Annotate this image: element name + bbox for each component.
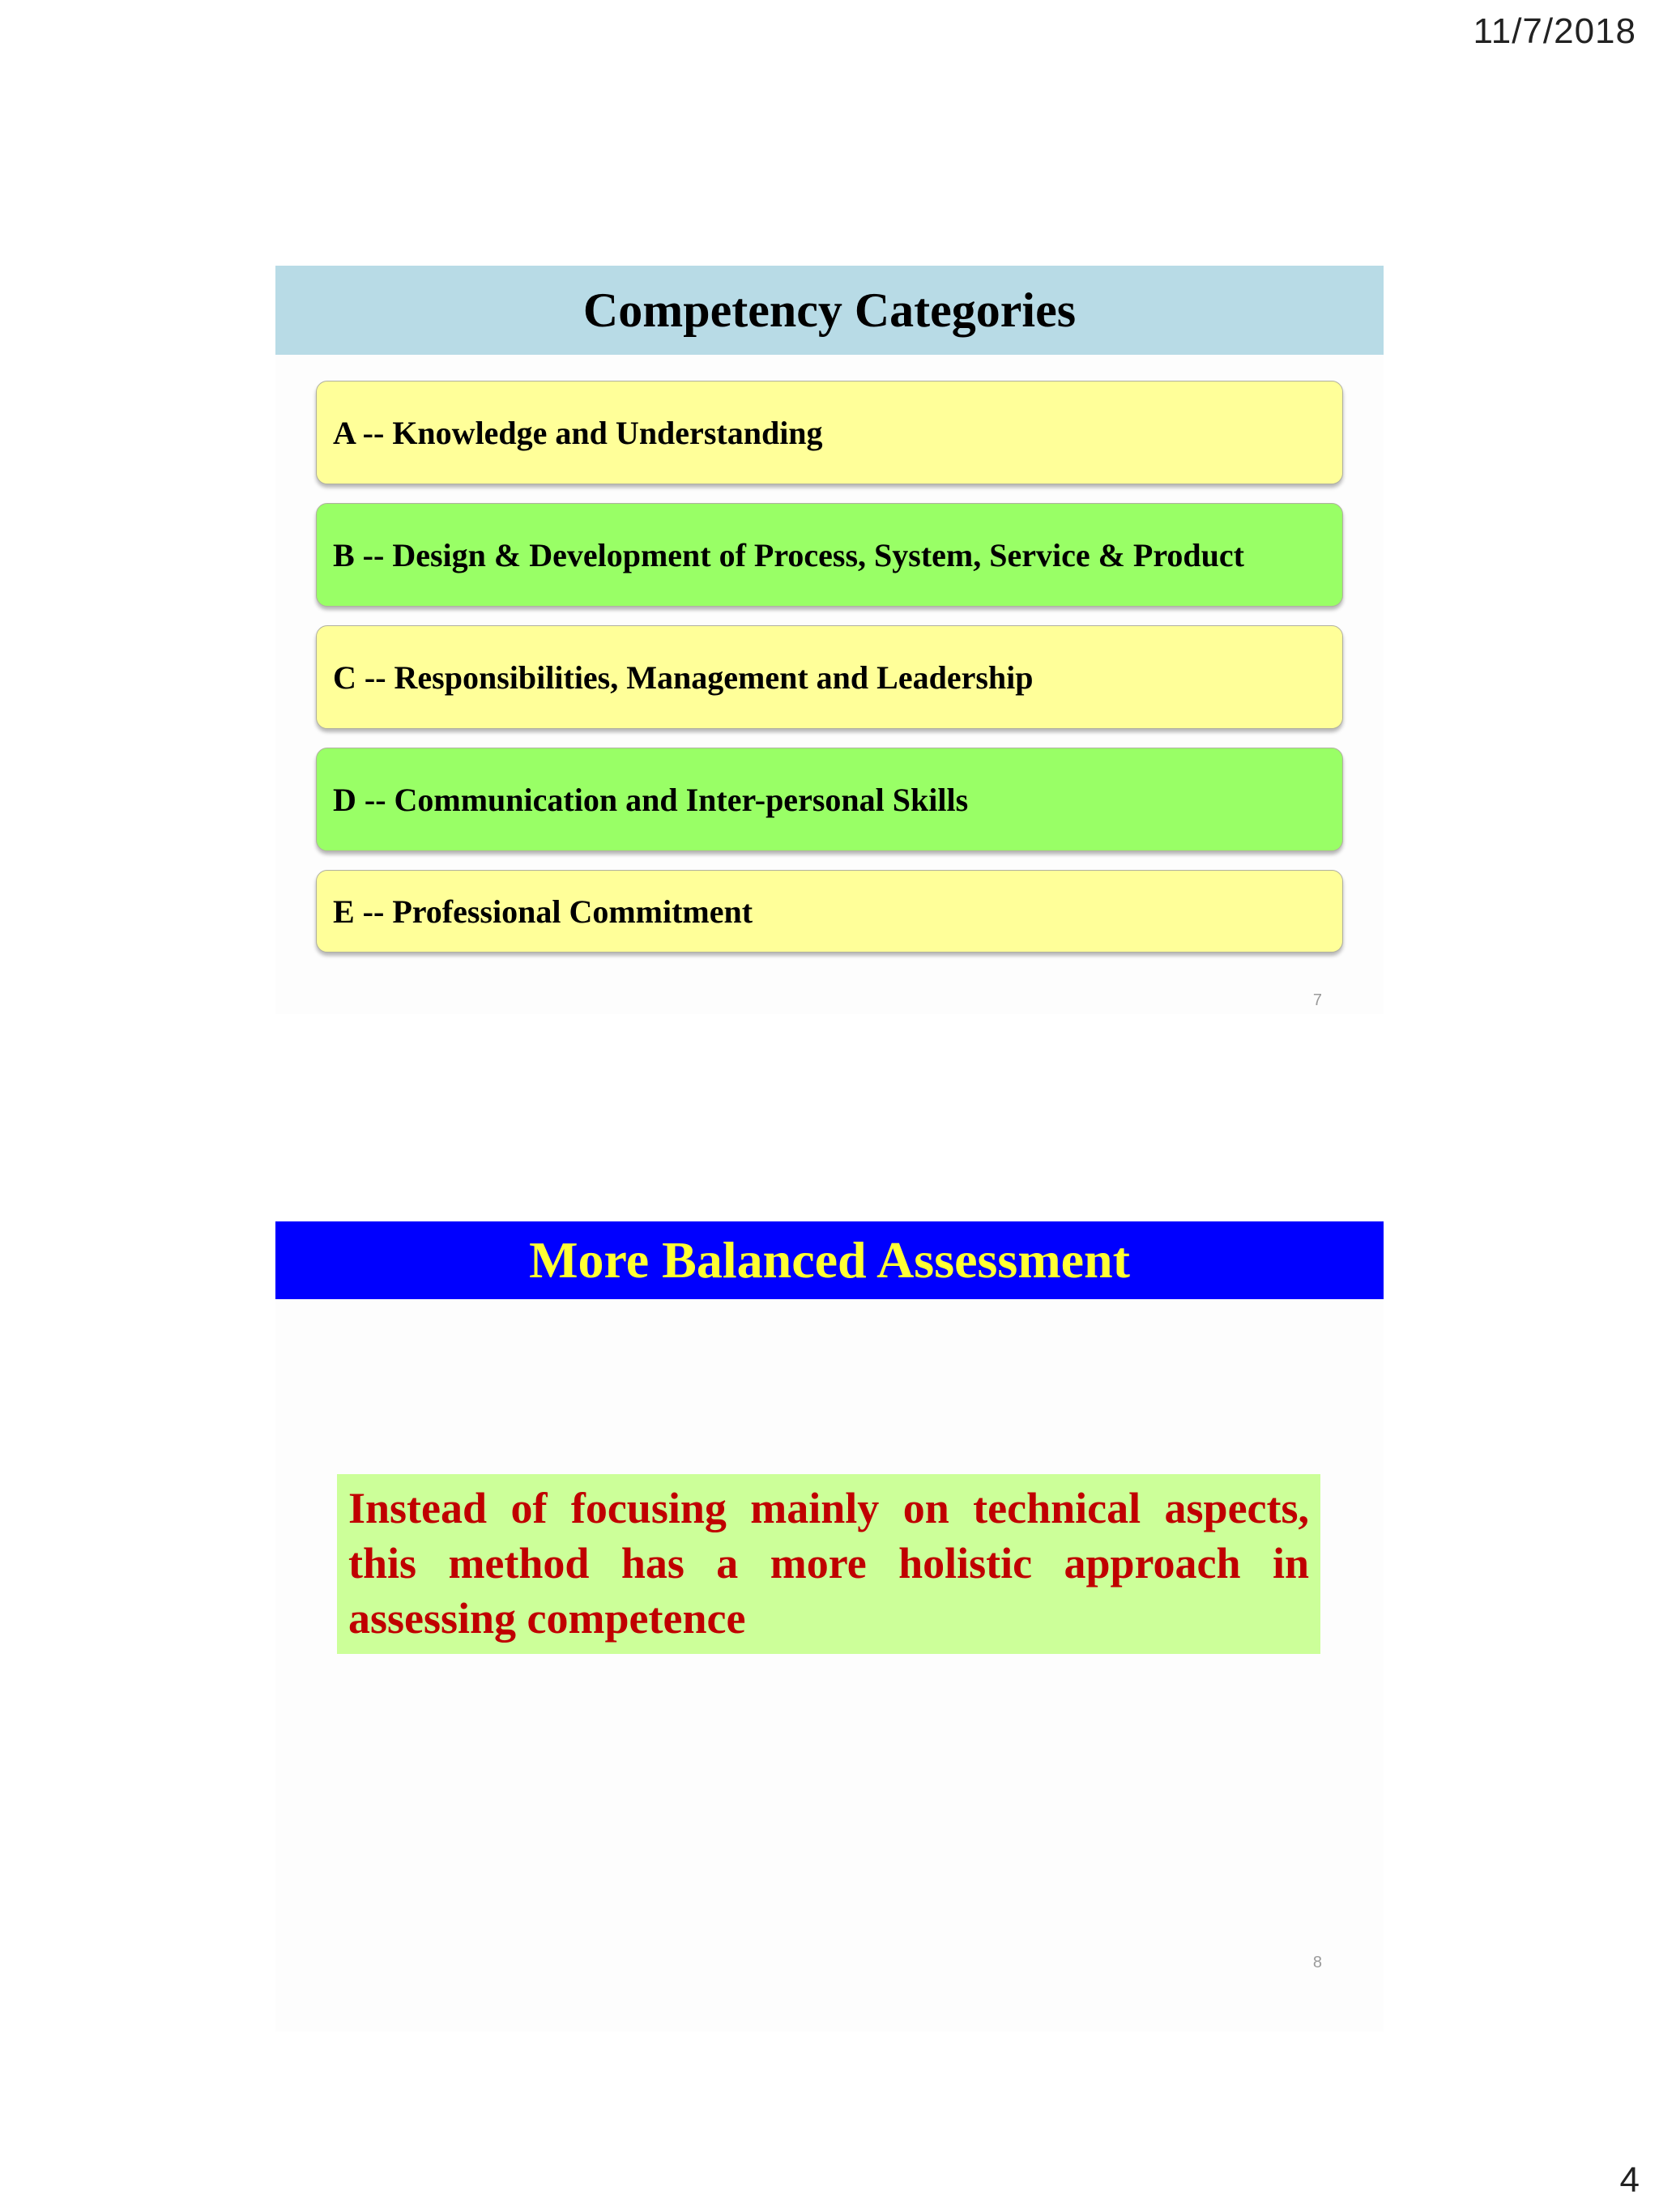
slide-number: 8 (1312, 1954, 1322, 1971)
category-item-c: C -- Responsibilities, Management and Leadership (316, 625, 1343, 729)
page-number: 4 (1619, 2160, 1640, 2200)
print-date: 11/7/2018 (1473, 11, 1636, 51)
slide-number: 7 (1312, 991, 1322, 1009)
slide-balanced-assessment (275, 1221, 1384, 2031)
category-item-b: B -- Design & Development of Process, System, Service & Product (316, 503, 1343, 607)
slide-competency-categories (275, 266, 1384, 1014)
statement-text-box: Instead of focusing mainly on technical aspects, this method has a more holistic approach in assessing competence (337, 1474, 1320, 1654)
category-item-e: E -- Professional Commitment (316, 870, 1343, 953)
category-list (316, 381, 1343, 953)
slide-title: More Balanced Assessment (275, 1221, 1384, 1299)
slide-title: Competency Categories (275, 266, 1384, 355)
category-item-a: A -- Knowledge and Understanding (316, 381, 1343, 484)
category-item-d: D -- Communication and Inter-personal Skills (316, 748, 1343, 851)
